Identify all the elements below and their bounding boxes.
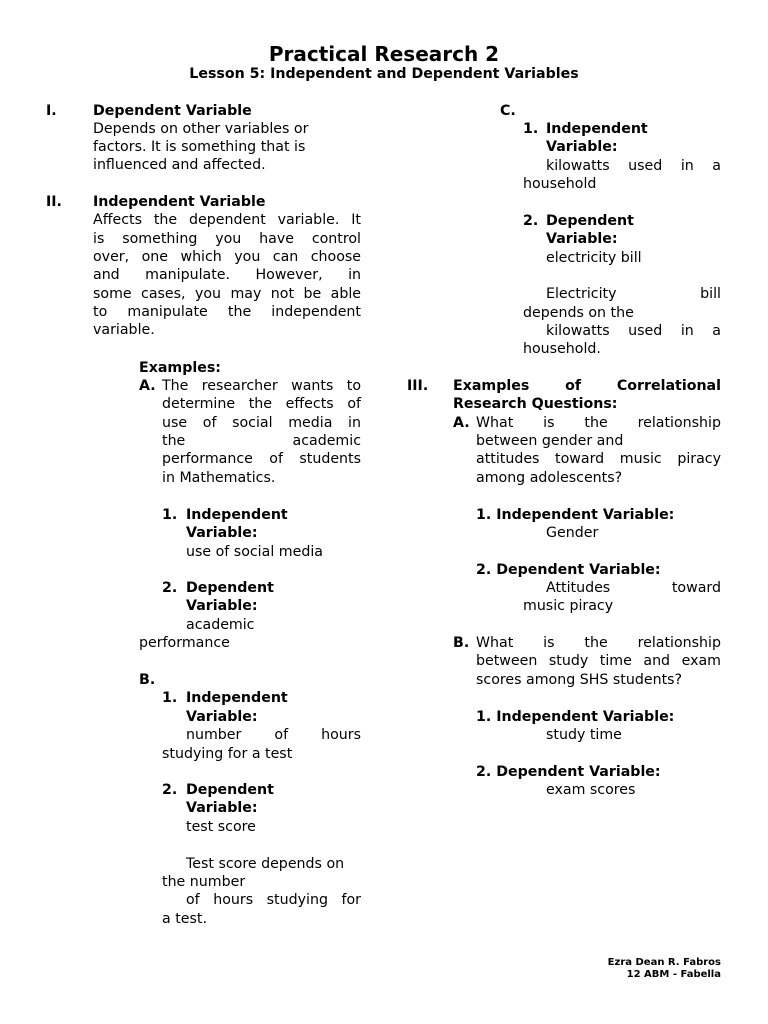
variable-label: Variable: (546, 139, 618, 155)
variable-value: number of hours (186, 727, 361, 743)
variable-label: Variable: (546, 231, 618, 247)
variable-value: studying for a test (162, 746, 293, 762)
list-number: 1. (162, 507, 178, 523)
paragraph-line: over, one which you can choose (93, 249, 361, 265)
variable-label: Variable: (186, 800, 258, 816)
list-number: 2. (162, 782, 178, 798)
variable-label: 2. Dependent Variable: (476, 562, 661, 578)
paragraph-line: influenced and affected. (93, 157, 266, 173)
variable-label: Dependent (186, 580, 274, 596)
variable-label: Independent (546, 121, 648, 137)
section-number: I. (46, 103, 57, 119)
question-text: among adolescents? (476, 470, 623, 486)
question-text: between study time and exam (476, 653, 721, 669)
variable-value: Attitudes toward (546, 580, 721, 596)
note-text: a test. (162, 911, 207, 927)
paragraph-line: factors. It is something that is (93, 139, 306, 155)
variable-value: household (523, 176, 597, 192)
example-text: the academic (162, 433, 361, 449)
variable-value: test score (186, 819, 256, 835)
section-heading: Independent Variable (93, 194, 266, 210)
variable-label: 1. Independent Variable: (476, 709, 675, 725)
page-subtitle: Lesson 5: Independent and Dependent Variables (189, 66, 579, 82)
examples-heading: Examples: (139, 360, 221, 376)
question-marker: A. (453, 415, 470, 431)
example-marker: C. (500, 103, 516, 119)
note-text: the number (162, 874, 246, 890)
variable-value: Gender (546, 525, 599, 541)
section-heading: Dependent Variable (93, 103, 252, 119)
list-number: 1. (162, 690, 178, 706)
question-text: between gender and (476, 433, 624, 449)
section-number: III. (407, 378, 429, 394)
example-marker: A. (139, 378, 156, 394)
variable-value: use of social media (186, 544, 323, 560)
variable-label: 1. Independent Variable: (476, 507, 675, 523)
variable-value: exam scores (546, 782, 636, 798)
paragraph-line: variable. (93, 322, 155, 338)
example-marker: B. (139, 672, 156, 688)
variable-label: Dependent (546, 213, 634, 229)
variable-label: Independent (186, 690, 288, 706)
note-text: kilowatts used in a (546, 323, 721, 339)
variable-label: 2. Dependent Variable: (476, 764, 661, 780)
list-number: 1. (523, 121, 539, 137)
variable-label: Dependent (186, 782, 274, 798)
variable-label: Variable: (186, 525, 258, 541)
variable-label: Variable: (186, 709, 258, 725)
list-number: 2. (162, 580, 178, 596)
paragraph-line: Depends on other variables or (93, 121, 309, 137)
example-text: The researcher wants to (162, 378, 361, 394)
variable-value: study time (546, 727, 622, 743)
note-text: household. (523, 341, 601, 357)
section-number: II. (46, 194, 62, 210)
note-text: of hours studying for (186, 892, 361, 908)
paragraph-line: and manipulate. However, in (93, 267, 361, 283)
paragraph-line: to manipulate the independent (93, 304, 361, 320)
page-title: Practical Research 2 (268, 42, 500, 66)
section-heading: Research Questions: (453, 396, 618, 412)
example-text: use of social media in (162, 415, 361, 431)
variable-label: Independent (186, 507, 288, 523)
section-heading: Examples of Correlational (453, 378, 721, 394)
author-name: Ezra Dean R. Fabros (607, 957, 721, 968)
note-text: Electricity bill (546, 286, 721, 302)
question-marker: B. (453, 635, 470, 651)
variable-value: performance (139, 635, 230, 651)
list-number: 2. (523, 213, 539, 229)
paragraph-line: some cases, you may not be able (93, 286, 361, 302)
example-text: in Mathematics. (162, 470, 276, 486)
note-text: depends on the (523, 305, 634, 321)
paragraph-line: Affects the dependent variable. It (93, 212, 361, 228)
note-text: Test score depends on (186, 856, 345, 872)
question-text: What is the relationship (476, 415, 721, 431)
question-text: attitudes toward music piracy (476, 451, 721, 467)
example-text: performance of students (162, 451, 361, 467)
question-text: What is the relationship (476, 635, 721, 651)
paragraph-line: is something you have control (93, 231, 361, 247)
variable-value: electricity bill (546, 250, 642, 266)
variable-value: academic (186, 617, 255, 633)
example-text: determine the effects of (162, 396, 361, 412)
variable-value: music piracy (523, 598, 614, 614)
variable-label: Variable: (186, 598, 258, 614)
question-text: scores among SHS students? (476, 672, 683, 688)
author-section: 12 ABM - Fabella (626, 969, 721, 980)
variable-value: kilowatts used in a (546, 158, 721, 174)
